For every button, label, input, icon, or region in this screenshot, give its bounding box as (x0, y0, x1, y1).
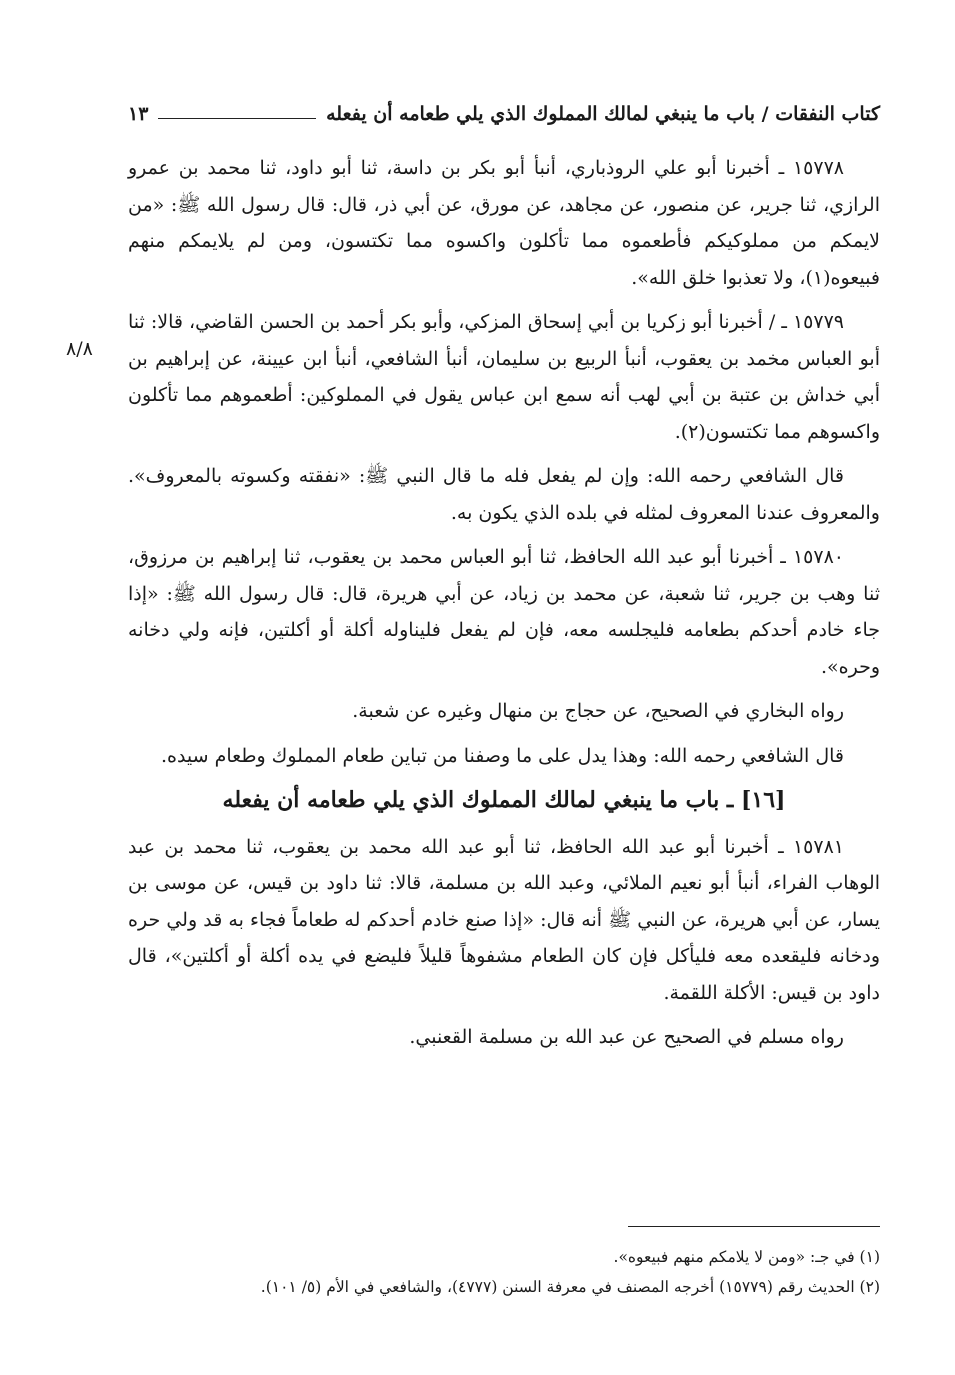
margin-reference: ٨/٨ (66, 338, 93, 360)
main-text (128, 150, 880, 1064)
shafii-comment-1: قال الشافعي رحمه الله: وإن لم يفعل فله ما قال النبي ﷺ: «نفقته وكسوته بالمعروف». والمعروف عندنا المعروف لمثله في بلده الذي يكون به. (128, 465, 880, 524)
running-header-title: كتاب النفقات / باب ما ينبغي لمالك المملوك الذي يلي طعامه أن يفعله (326, 103, 880, 125)
footnotes (128, 1242, 880, 1302)
hadith-15781: ١٥٧٨١ ـ أخبرنا أبو عبد الله الحافظ، ثنا أبو عبد الله محمد بن يعقوب، ثنا محمد بن عبد الوهاب الفراء، أنبأ أبو نعيم الملائي، وعبد الله بن مسلمة، قالا: ثنا داود بن قيس، عن موسى بن يسار، عن أبي هريرة، عن النبي ﷺ أنه قال: «إذا صنع خادم أحدكم له طعاماً فجاء به قد ولي حره ودخانه فليقعده معه فليأكل فإن كان الطعام مشفوهاً قليلاً فليضع في يده أكلة أو أكلتين»، قال داود بن قيس: الأكلة اللقمة. (128, 835, 880, 1004)
footnote-2: (٢) الحديث رقم (١٥٧٧٩) أخرجه المصنف في معرفة السنن (٤٧٧٧)، والشافعي في الأم (٥/ ١٠١). (260, 1278, 880, 1296)
bukhari-note: رواه البخاري في الصحيح، عن حجاج بن منهال وغيره عن شعبة. (352, 700, 844, 722)
hadith-15780: ١٥٧٨٠ ـ أخبرنا أبو عبد الله الحافظ، ثنا أبو العباس محمد بن يعقوب، ثنا إبراهيم بن مرزوق، ثنا وهب بن جرير، ثنا شعبة، عن محمد بن زياد، عن أبي هريرة، قال: قال رسول الله ﷺ: «إذا جاء خادم أحدكم بطعامه فليجلسه معه، فإن لم يفعل فليناوله أكلة أو أكلتين، فإنه ولي دخانه وحره». (128, 546, 880, 678)
header-rule (158, 118, 316, 119)
hadith-15778: ١٥٧٧٨ ـ أخبرنا أبو علي الروذباري، أنبأ أبو بكر بن داسة، ثنا أبو داود، ثنا محمد بن عمرو الرازي، ثنا جرير، عن منصور، عن مجاهد، عن مورق، عن أبي ذر، قال: قال رسول الله ﷺ: «من لايمكم من مملوكيكم فأطعموه مما تأكلون واكسوه مما تكتسون، ومن لم يلايمكم منهم فبيعوه(١)، ولا تعذبوا خلق الله». (128, 157, 880, 289)
chapter-heading: [١٦] ـ باب ما ينبغي لمالك المملوك الذي يلي طعامه أن يفعله (222, 787, 786, 813)
running-header (128, 98, 880, 130)
footnote-separator (628, 1226, 880, 1227)
page-number: ١٣ (128, 103, 149, 125)
footnote-1: (١) في جـ: «ومن لا يلامكم منهم فبيعوه». (613, 1248, 880, 1266)
muslim-note: رواه مسلم في الصحيح عن عبد الله بن مسلمة القعنبي. (409, 1026, 844, 1048)
shafii-comment-2: قال الشافعي رحمه الله: وهذا يدل على ما وصفنا من تباين طعام المملوك وطعام سيده. (160, 744, 844, 767)
hadith-15779: ١٥٧٧٩ ـ / أخبرنا أبو زكريا بن أبي إسحاق المزكي، وأبو بكر أحمد بن الحسن القاضي، قالا: ثنا أبو العباس مخمد بن يعقوب، أنبأ الربيع بن سليمان، أنبأ الشافعي، أنبأ ابن عيينة، عن إبراهيم بن أبي خداش بن عتبة بن أبي لهب أنه سمع ابن عباس يقول في المملوكين: أطعموهم مما تأكلون واكسوهم مما تكتسون(٢). (128, 311, 880, 443)
